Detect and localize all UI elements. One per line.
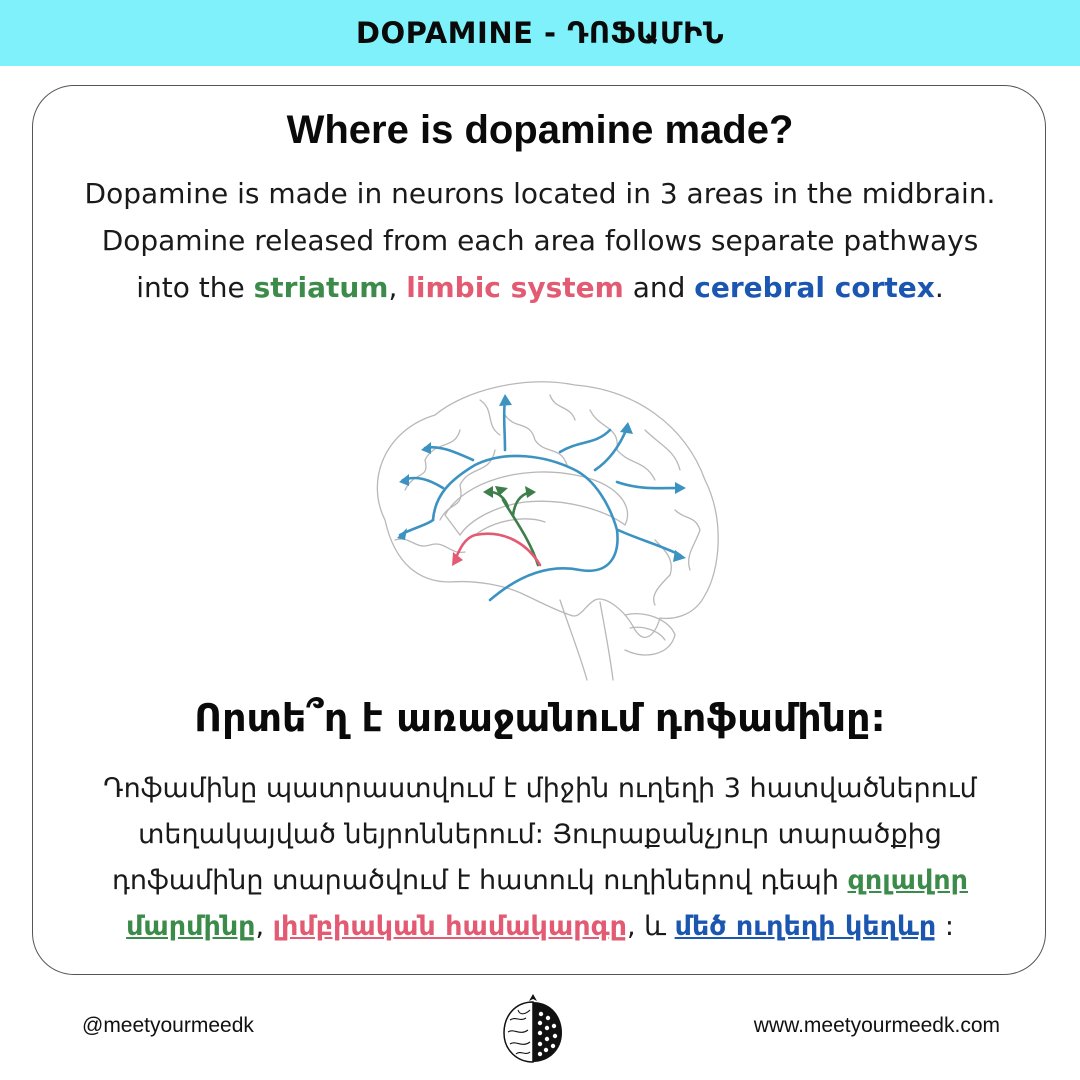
armenian-and: , և — [626, 911, 675, 942]
brain-pomegranate-logo-icon — [500, 990, 566, 1066]
armenian-text: Դոֆամինը պատրաստվում է միջին ուղեղի 3 հատվածներում տեղակայված նեյրոններում: Յուրաքանչյուր տարածքից դոֆամինը տարածվում է հատուկ ուղիներով դեպի — [103, 773, 977, 896]
armenian-limbic-term: լիմբիական համակարգը — [272, 911, 627, 942]
header-bar — [0, 0, 1080, 66]
header-title: DOPAMINE - ԴՈՖԱՄԻՆ — [355, 16, 725, 50]
limbic-system-term: limbic system — [406, 271, 624, 304]
cerebral-cortex-term: cerebral cortex — [694, 271, 935, 304]
armenian-striatum-term: զոլավոր մարմինը — [126, 865, 968, 942]
armenian-cortex-term: մեծ ուղեղի կեղևը — [674, 911, 937, 942]
english-comma: , — [388, 271, 407, 304]
armenian-comma: , — [255, 911, 273, 942]
armenian-end: : — [936, 911, 954, 942]
english-text: Dopamine is made in neurons located in 3 areas in the midbrain. Dopamine released from each area follows separate pathways into the — [84, 177, 996, 304]
website-link[interactable]: www.meetyourmeedk.com — [753, 1014, 1000, 1037]
social-handle: @meetyourmeedk — [82, 1014, 254, 1037]
english-period: . — [934, 271, 944, 304]
english-paragraph — [80, 170, 1000, 311]
english-heading: Where is dopamine made? — [286, 108, 794, 152]
english-and: and — [623, 271, 695, 304]
striatum-term: striatum — [253, 271, 389, 304]
armenian-paragraph — [70, 766, 1010, 950]
brain-dopamine-pathways-illustration — [355, 370, 730, 685]
armenian-heading: Որտե՞ղ է առաջանում դոֆամինը: — [194, 696, 886, 740]
